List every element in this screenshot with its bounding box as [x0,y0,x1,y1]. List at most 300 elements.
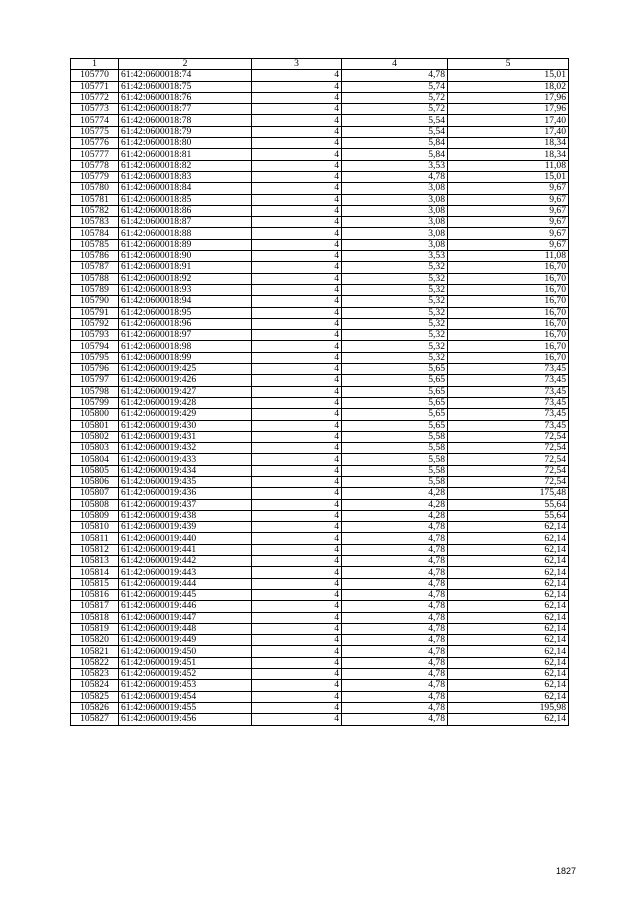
table-cell-col-3: 4 [252,691,342,702]
table-cell-col-1: 105798 [71,386,119,397]
table-cell-col-5: 195,98 [448,702,569,713]
table-cell-col-5: 62,14 [448,612,569,623]
table-cell-col-5: 62,14 [448,556,569,567]
table-cell-col-2: 61:42:0600018:79 [119,126,252,137]
column-header-3: 3 [252,59,342,70]
table-cell-col-2: 61:42:0600019:448 [119,623,252,634]
table-row [71,262,569,273]
table-cell-col-2: 61:42:0600018:85 [119,194,252,205]
table-cell-col-1: 105784 [71,228,119,239]
table-cell-col-4: 5,74 [342,81,448,92]
table-cell-col-4: 4,78 [342,544,448,555]
table-cell-col-1: 105825 [71,691,119,702]
table-cell-col-5: 16,70 [448,296,569,307]
table-row [71,623,569,634]
table-cell-col-2: 61:42:0600019:430 [119,420,252,431]
table-cell-col-2: 61:42:0600018:97 [119,330,252,341]
table-cell-col-1: 105779 [71,171,119,182]
table-cell-col-1: 105775 [71,126,119,137]
table-cell-col-1: 105817 [71,601,119,612]
table-cell-col-5: 11,08 [448,160,569,171]
table-cell-col-4: 5,32 [342,318,448,329]
table-cell-col-4: 3,53 [342,251,448,262]
table-body [71,70,569,725]
table-cell-col-4: 5,58 [342,454,448,465]
table-cell-col-3: 4 [252,341,342,352]
table-cell-col-5: 18,02 [448,81,569,92]
table-row [71,228,569,239]
table-cell-col-4: 5,54 [342,126,448,137]
table-cell-col-1: 105772 [71,92,119,103]
table-cell-col-5: 73,45 [448,409,569,420]
table-cell-col-3: 4 [252,194,342,205]
table-cell-col-1: 105818 [71,612,119,623]
table-cell-col-2: 61:42:0600019:442 [119,556,252,567]
table-cell-col-1: 105776 [71,138,119,149]
table-cell-col-4: 3,53 [342,160,448,171]
table-cell-col-3: 4 [252,443,342,454]
table-cell-col-1: 105794 [71,341,119,352]
table-cell-col-5: 72,54 [448,443,569,454]
page-number: 1827 [556,866,577,876]
table-cell-col-2: 61:42:0600018:91 [119,262,252,273]
table-cell-col-2: 61:42:0600018:78 [119,115,252,126]
table-row [71,341,569,352]
table-cell-col-3: 4 [252,510,342,521]
table-cell-col-1: 105780 [71,183,119,194]
table-cell-col-2: 61:42:0600018:96 [119,318,252,329]
table-cell-col-4: 4,78 [342,567,448,578]
table-cell-col-3: 4 [252,330,342,341]
table-cell-col-3: 4 [252,318,342,329]
table-cell-col-3: 4 [252,115,342,126]
table-cell-col-1: 105806 [71,476,119,487]
table-cell-col-5: 9,67 [448,205,569,216]
table-cell-col-2: 61:42:0600019:438 [119,510,252,521]
table-cell-col-2: 61:42:0600019:450 [119,646,252,657]
table-cell-col-5: 18,34 [448,138,569,149]
table-row [71,375,569,386]
table-cell-col-5: 62,14 [448,714,569,725]
table-cell-col-3: 4 [252,589,342,600]
table-cell-col-2: 61:42:0600018:95 [119,307,252,318]
table-cell-col-5: 17,96 [448,104,569,115]
table-cell-col-5: 15,01 [448,70,569,81]
table-row [71,239,569,250]
table-cell-col-5: 62,14 [448,657,569,668]
table-row [71,70,569,81]
table-cell-col-3: 4 [252,160,342,171]
table-cell-col-4: 4,28 [342,510,448,521]
table-row [71,296,569,307]
table-row [71,657,569,668]
table-cell-col-2: 61:42:0600018:74 [119,70,252,81]
table-cell-col-5: 16,70 [448,284,569,295]
table-cell-col-4: 5,58 [342,476,448,487]
table-row [71,352,569,363]
table-cell-col-4: 4,28 [342,488,448,499]
table-row [71,567,569,578]
table-cell-col-5: 9,67 [448,194,569,205]
table-cell-col-3: 4 [252,544,342,555]
table-cell-col-4: 5,65 [342,375,448,386]
table-cell-col-1: 105811 [71,533,119,544]
table-cell-col-2: 61:42:0600018:98 [119,341,252,352]
table-cell-col-2: 61:42:0600018:94 [119,296,252,307]
table-cell-col-3: 4 [252,138,342,149]
table-cell-col-4: 4,78 [342,623,448,634]
table-cell-col-5: 62,14 [448,669,569,680]
table-cell-col-5: 73,45 [448,364,569,375]
table-cell-col-5: 73,45 [448,375,569,386]
table-row [71,409,569,420]
table-cell-col-2: 61:42:0600018:89 [119,239,252,250]
table-cell-col-5: 62,14 [448,578,569,589]
table-row [71,578,569,589]
table-row [71,522,569,533]
table-cell-col-5: 62,14 [448,533,569,544]
table-row [71,284,569,295]
table-cell-col-4: 5,32 [342,296,448,307]
table-cell-col-3: 4 [252,239,342,250]
table-cell-col-5: 62,14 [448,589,569,600]
table-cell-col-4: 5,58 [342,431,448,442]
table-cell-col-1: 105805 [71,465,119,476]
table-cell-col-1: 105797 [71,375,119,386]
table-cell-col-4: 4,78 [342,578,448,589]
table-row [71,364,569,375]
table-cell-col-5: 73,45 [448,397,569,408]
table-row [71,431,569,442]
table-row [71,454,569,465]
table-cell-col-3: 4 [252,488,342,499]
table-row [71,691,569,702]
table-cell-col-5: 17,40 [448,126,569,137]
table-cell-col-4: 4,28 [342,499,448,510]
table-cell-col-2: 61:42:0600018:88 [119,228,252,239]
table-cell-col-3: 4 [252,499,342,510]
table-cell-col-1: 105793 [71,330,119,341]
table-cell-col-2: 61:42:0600019:449 [119,635,252,646]
table-cell-col-1: 105787 [71,262,119,273]
table-cell-col-2: 61:42:0600019:426 [119,375,252,386]
table-cell-col-5: 72,54 [448,465,569,476]
table-cell-col-1: 105804 [71,454,119,465]
table-cell-col-5: 62,14 [448,635,569,646]
table-cell-col-1: 105782 [71,205,119,216]
table-cell-col-2: 61:42:0600019:434 [119,465,252,476]
table-cell-col-1: 105783 [71,217,119,228]
table-cell-col-4: 4,78 [342,70,448,81]
table-cell-col-1: 105822 [71,657,119,668]
table-cell-col-4: 4,78 [342,533,448,544]
table-cell-col-2: 61:42:0600018:99 [119,352,252,363]
table-cell-col-5: 62,14 [448,522,569,533]
table-cell-col-3: 4 [252,680,342,691]
table-cell-col-3: 4 [252,578,342,589]
table-cell-col-5: 175,48 [448,488,569,499]
table-cell-col-5: 16,70 [448,330,569,341]
table-cell-col-2: 61:42:0600019:456 [119,714,252,725]
table-cell-col-2: 61:42:0600019:447 [119,612,252,623]
table-cell-col-1: 105819 [71,623,119,634]
table-row [71,126,569,137]
table-cell-col-3: 4 [252,397,342,408]
table-cell-col-1: 105789 [71,284,119,295]
table-row [71,149,569,160]
table-cell-col-1: 105808 [71,499,119,510]
table-cell-col-1: 105773 [71,104,119,115]
table-cell-col-5: 62,14 [448,623,569,634]
table-cell-col-3: 4 [252,601,342,612]
table-cell-col-3: 4 [252,273,342,284]
table-cell-col-4: 4,78 [342,612,448,623]
table-cell-col-4: 4,78 [342,556,448,567]
table-row [71,183,569,194]
table-cell-col-5: 62,14 [448,601,569,612]
table-cell-col-2: 61:42:0600018:75 [119,81,252,92]
table-cell-col-3: 4 [252,702,342,713]
table-cell-col-3: 4 [252,431,342,442]
table-cell-col-3: 4 [252,476,342,487]
table-cell-col-4: 5,65 [342,420,448,431]
table-cell-col-4: 3,08 [342,183,448,194]
table-row [71,251,569,262]
table-row [71,160,569,171]
table-cell-col-3: 4 [252,183,342,194]
table-row [71,81,569,92]
table-row [71,510,569,521]
table-cell-col-3: 4 [252,386,342,397]
table-cell-col-3: 4 [252,296,342,307]
table-row [71,171,569,182]
table-cell-col-1: 105796 [71,364,119,375]
table-cell-col-3: 4 [252,409,342,420]
table-cell-col-1: 105810 [71,522,119,533]
table-cell-col-4: 5,65 [342,397,448,408]
table-cell-col-4: 4,78 [342,691,448,702]
table-cell-col-5: 55,64 [448,499,569,510]
table-cell-col-4: 5,72 [342,92,448,103]
table-cell-col-5: 62,14 [448,680,569,691]
table-cell-col-5: 15,01 [448,171,569,182]
table-cell-col-1: 105812 [71,544,119,555]
table-row [71,635,569,646]
table-row [71,646,569,657]
table-cell-col-4: 5,32 [342,262,448,273]
column-header-5: 5 [448,59,569,70]
table-cell-col-4: 3,08 [342,194,448,205]
table-cell-col-5: 72,54 [448,454,569,465]
table-cell-col-3: 4 [252,262,342,273]
table-row [71,307,569,318]
table-cell-col-4: 4,78 [342,714,448,725]
table-cell-col-2: 61:42:0600018:93 [119,284,252,295]
table-row [71,533,569,544]
table-cell-col-2: 61:42:0600019:435 [119,476,252,487]
table-cell-col-1: 105807 [71,488,119,499]
table-cell-col-4: 4,78 [342,171,448,182]
table-row [71,115,569,126]
table-cell-col-2: 61:42:0600019:425 [119,364,252,375]
table-cell-col-5: 62,14 [448,646,569,657]
table-cell-col-5: 72,54 [448,476,569,487]
table-cell-col-3: 4 [252,205,342,216]
table-cell-col-5: 16,70 [448,262,569,273]
table-cell-col-1: 105791 [71,307,119,318]
table-cell-col-3: 4 [252,657,342,668]
table-cell-col-1: 105813 [71,556,119,567]
table-row [71,92,569,103]
table-row [71,194,569,205]
table-cell-col-1: 105792 [71,318,119,329]
table-cell-col-3: 4 [252,635,342,646]
table-cell-col-5: 9,67 [448,239,569,250]
table-cell-col-1: 105786 [71,251,119,262]
table-cell-col-2: 61:42:0600018:81 [119,149,252,160]
table-cell-col-3: 4 [252,567,342,578]
table-cell-col-5: 62,14 [448,691,569,702]
table-cell-col-4: 5,84 [342,138,448,149]
table-cell-col-5: 72,54 [448,431,569,442]
column-header-2: 2 [119,59,252,70]
table-cell-col-5: 16,70 [448,352,569,363]
table-cell-col-4: 5,65 [342,364,448,375]
table-cell-col-1: 105827 [71,714,119,725]
table-cell-col-4: 5,84 [342,149,448,160]
table-cell-col-4: 4,78 [342,657,448,668]
table-cell-col-3: 4 [252,522,342,533]
table-cell-col-5: 17,40 [448,115,569,126]
table-row [71,443,569,454]
table-cell-col-5: 16,70 [448,307,569,318]
table-row [71,330,569,341]
table-cell-col-4: 4,78 [342,680,448,691]
table-cell-col-3: 4 [252,714,342,725]
table-cell-col-1: 105820 [71,635,119,646]
table-cell-col-1: 105824 [71,680,119,691]
table-cell-col-4: 4,78 [342,589,448,600]
table-cell-col-3: 4 [252,284,342,295]
table-cell-col-1: 105788 [71,273,119,284]
table-cell-col-2: 61:42:0600018:90 [119,251,252,262]
table-cell-col-1: 105777 [71,149,119,160]
table-cell-col-3: 4 [252,454,342,465]
table-cell-col-2: 61:42:0600018:77 [119,104,252,115]
table-cell-col-4: 3,08 [342,239,448,250]
table-cell-col-2: 61:42:0600019:433 [119,454,252,465]
table-cell-col-1: 105816 [71,589,119,600]
table-cell-col-3: 4 [252,251,342,262]
table-cell-col-4: 4,78 [342,669,448,680]
table-cell-col-1: 105771 [71,81,119,92]
table-cell-col-2: 61:42:0600019:453 [119,680,252,691]
table-cell-col-3: 4 [252,104,342,115]
table-cell-col-3: 4 [252,533,342,544]
table-cell-col-1: 105778 [71,160,119,171]
table-cell-col-1: 105799 [71,397,119,408]
table-cell-col-2: 61:42:0600018:82 [119,160,252,171]
table-cell-col-2: 61:42:0600019:429 [119,409,252,420]
table-cell-col-2: 61:42:0600018:80 [119,138,252,149]
column-header-1: 1 [71,59,119,70]
table-cell-col-1: 105800 [71,409,119,420]
table-cell-col-2: 61:42:0600018:92 [119,273,252,284]
table-cell-col-1: 105770 [71,70,119,81]
table-cell-col-4: 3,08 [342,228,448,239]
table-cell-col-3: 4 [252,228,342,239]
table-cell-col-2: 61:42:0600019:443 [119,567,252,578]
table-cell-col-4: 5,65 [342,409,448,420]
table-cell-col-1: 105809 [71,510,119,521]
table-cell-col-1: 105823 [71,669,119,680]
table-cell-col-4: 3,08 [342,205,448,216]
table-cell-col-3: 4 [252,420,342,431]
table-cell-col-4: 5,32 [342,307,448,318]
table-cell-col-1: 105802 [71,431,119,442]
table-cell-col-4: 5,54 [342,115,448,126]
table-cell-col-5: 16,70 [448,273,569,284]
table-cell-col-4: 5,65 [342,386,448,397]
header-row [71,59,569,70]
table-cell-col-4: 4,78 [342,702,448,713]
table-cell-col-4: 4,78 [342,522,448,533]
table-cell-col-5: 9,67 [448,228,569,239]
table-cell-col-4: 5,32 [342,284,448,295]
table-cell-col-2: 61:42:0600019:427 [119,386,252,397]
table-cell-col-4: 5,32 [342,341,448,352]
table-cell-col-3: 4 [252,646,342,657]
table-cell-col-2: 61:42:0600019:439 [119,522,252,533]
table-cell-col-3: 4 [252,171,342,182]
table-cell-col-2: 61:42:0600019:436 [119,488,252,499]
table-cell-col-3: 4 [252,217,342,228]
table-cell-col-2: 61:42:0600018:76 [119,92,252,103]
table-cell-col-5: 9,67 [448,217,569,228]
table-row [71,589,569,600]
table-cell-col-3: 4 [252,70,342,81]
table-cell-col-1: 105801 [71,420,119,431]
table-cell-col-3: 4 [252,81,342,92]
table-cell-col-2: 61:42:0600019:454 [119,691,252,702]
table-row [71,386,569,397]
table-row [71,104,569,115]
table-cell-col-3: 4 [252,623,342,634]
table-cell-col-2: 61:42:0600018:86 [119,205,252,216]
table-cell-col-2: 61:42:0600019:444 [119,578,252,589]
table-cell-col-2: 61:42:0600019:455 [119,702,252,713]
table-cell-col-3: 4 [252,612,342,623]
data-table [70,58,569,726]
table-cell-col-3: 4 [252,364,342,375]
table-row [71,702,569,713]
table-cell-col-2: 61:42:0600018:83 [119,171,252,182]
table-cell-col-1: 105814 [71,567,119,578]
table-row [71,205,569,216]
table-cell-col-2: 61:42:0600019:431 [119,431,252,442]
table-cell-col-1: 105826 [71,702,119,713]
table-row [71,138,569,149]
table-cell-col-5: 9,67 [448,183,569,194]
table-cell-col-5: 16,70 [448,341,569,352]
table-cell-col-2: 61:42:0600019:440 [119,533,252,544]
table-cell-col-3: 4 [252,307,342,318]
table-cell-col-1: 105785 [71,239,119,250]
table-cell-col-3: 4 [252,149,342,160]
table-cell-col-4: 5,58 [342,465,448,476]
table-cell-col-2: 61:42:0600019:445 [119,589,252,600]
table-row [71,465,569,476]
